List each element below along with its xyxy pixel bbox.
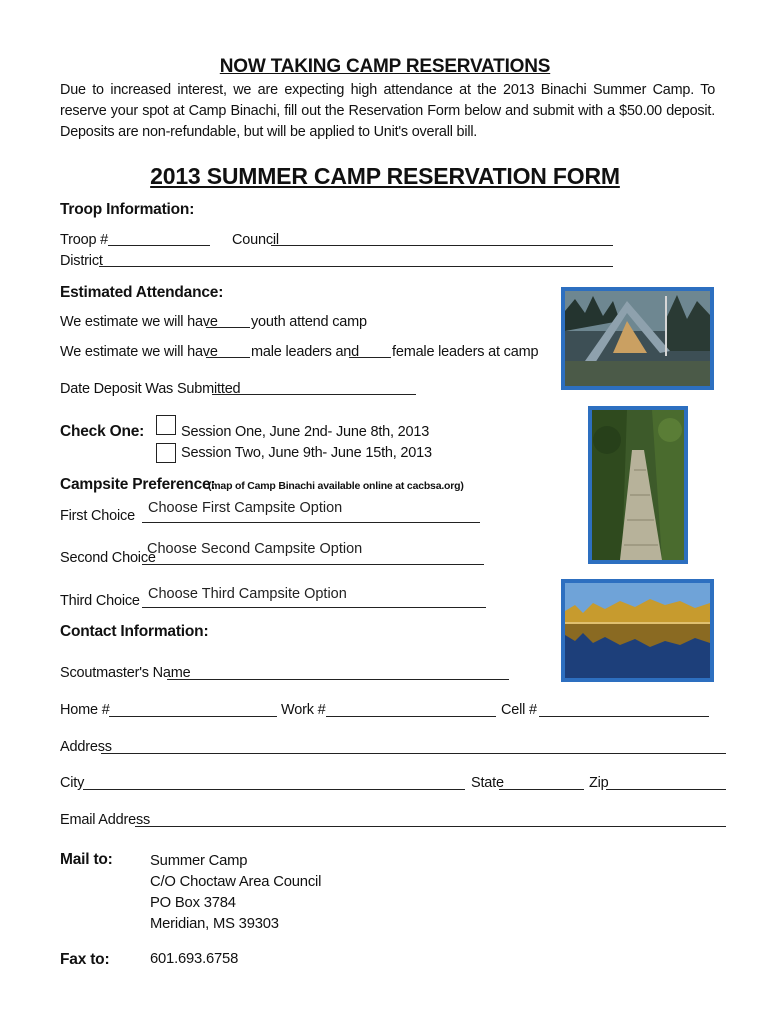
troop-number-label: Troop # bbox=[60, 232, 109, 248]
campsite-map-note: (map of Camp Binachi available online at cacbsa.org) bbox=[208, 480, 464, 492]
intro-paragraph: Due to increased interest, we are expecting high attendance at the 2013 Binachi Summer Camp. To reserve your spot at Camp Binachi, fill out the Reservation Form below and submit with a $50.00 deposit. Deposits are non-refundable, but will be applied to Unit's overall bill. bbox=[60, 82, 715, 140]
council-label: Council bbox=[232, 232, 279, 248]
city-label: City bbox=[60, 775, 85, 791]
email-label: Email Address bbox=[60, 812, 151, 828]
third-choice-dropdown[interactable] bbox=[142, 586, 486, 608]
mail-line-council: C/O Choctaw Area Council bbox=[150, 874, 322, 890]
district-label: District bbox=[60, 253, 103, 269]
mail-line-city: Meridian, MS 39303 bbox=[150, 916, 279, 932]
check-one-heading: Check One: bbox=[60, 423, 145, 440]
attendance-line2-suffix: female leaders at camp bbox=[392, 344, 539, 360]
fax-number: 601.693.6758 bbox=[150, 951, 239, 967]
work-phone-label: Work # bbox=[281, 702, 326, 718]
male-leaders-field[interactable] bbox=[206, 343, 250, 358]
form-title: 2013 SUMMER CAMP RESERVATION FORM bbox=[150, 163, 620, 189]
attendance-line2-middle: male leaders and bbox=[251, 344, 360, 360]
work-phone-field[interactable] bbox=[326, 702, 496, 717]
attendance-line1-suffix: youth attend camp bbox=[251, 314, 367, 330]
session-two-label: Session Two, June 9th- June 15th, 2013 bbox=[181, 445, 432, 461]
third-choice-value: Choose Third Campsite Option bbox=[148, 586, 347, 602]
first-choice-value: Choose First Campsite Option bbox=[148, 500, 343, 516]
campsite-heading: Campsite Preference: bbox=[60, 476, 216, 493]
second-choice-value: Choose Second Campsite Option bbox=[147, 541, 363, 557]
attendance-heading: Estimated Attendance: bbox=[60, 284, 224, 301]
female-leaders-field[interactable] bbox=[349, 343, 391, 358]
mail-to-label: Mail to: bbox=[60, 851, 113, 868]
deposit-date-label: Date Deposit Was Submitted bbox=[60, 381, 241, 397]
second-choice-dropdown[interactable] bbox=[142, 541, 484, 565]
council-field[interactable] bbox=[271, 231, 613, 246]
fax-to-label: Fax to: bbox=[60, 951, 110, 968]
mail-line-recipient: Summer Camp bbox=[150, 853, 248, 869]
first-choice-dropdown[interactable] bbox=[142, 500, 480, 523]
city-field[interactable] bbox=[83, 775, 465, 790]
lake-photo bbox=[561, 579, 714, 682]
cell-phone-field[interactable] bbox=[539, 702, 709, 717]
session-one-label: Session One, June 2nd- June 8th, 2013 bbox=[181, 424, 430, 440]
second-choice-label: Second Choice bbox=[60, 550, 156, 566]
session-two-checkbox[interactable] bbox=[156, 443, 176, 463]
home-phone-field[interactable] bbox=[109, 702, 277, 717]
zip-field[interactable] bbox=[606, 775, 726, 790]
youth-count-field[interactable] bbox=[206, 313, 250, 328]
lodge-photo bbox=[561, 287, 714, 390]
deposit-date-field[interactable] bbox=[212, 380, 416, 395]
troop-number-field[interactable] bbox=[108, 231, 210, 246]
mail-line-po-box: PO Box 3784 bbox=[150, 895, 236, 911]
troop-info-heading: Troop Information: bbox=[60, 201, 195, 218]
state-field[interactable] bbox=[499, 775, 584, 790]
address-field[interactable] bbox=[101, 739, 726, 754]
page-title: NOW TAKING CAMP RESERVATIONS bbox=[219, 56, 551, 77]
contact-heading: Contact Information: bbox=[60, 623, 209, 640]
cell-phone-label: Cell # bbox=[501, 702, 537, 718]
email-field[interactable] bbox=[135, 812, 726, 827]
mail-address-block bbox=[150, 851, 321, 935]
session-one-checkbox[interactable] bbox=[156, 415, 176, 435]
district-field[interactable] bbox=[99, 252, 613, 267]
scoutmaster-field[interactable] bbox=[167, 665, 509, 680]
scoutmaster-label: Scoutmaster's Name bbox=[60, 665, 191, 681]
attendance-line1-prefix: We estimate we will have bbox=[60, 314, 218, 330]
first-choice-label: First Choice bbox=[60, 508, 135, 524]
trail-photo bbox=[588, 406, 688, 564]
attendance-line2-prefix: We estimate we will have bbox=[60, 344, 218, 360]
home-phone-label: Home # bbox=[60, 702, 110, 718]
address-label: Address bbox=[60, 739, 112, 755]
zip-label: Zip bbox=[589, 775, 609, 791]
third-choice-label: Third Choice bbox=[60, 593, 140, 609]
state-label: State bbox=[471, 775, 504, 791]
